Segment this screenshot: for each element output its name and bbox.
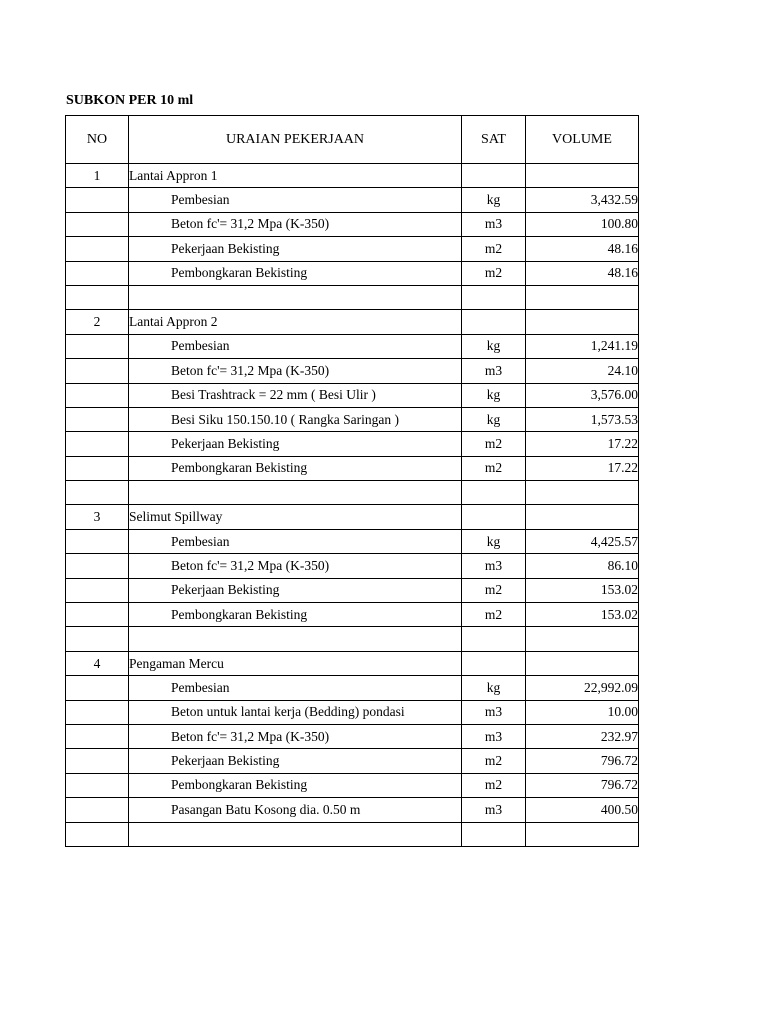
table-row — [66, 456, 639, 480]
cell-volume: 10.00 — [526, 700, 639, 724]
table-row — [66, 700, 639, 724]
table-row — [66, 603, 639, 627]
cell-sat: kg — [462, 407, 526, 431]
header-uraian: URAIAN PEKERJAAN — [129, 116, 462, 164]
cell-no — [66, 334, 129, 358]
cell-no — [66, 627, 129, 651]
cell-sat: kg — [462, 529, 526, 553]
cell-uraian — [129, 627, 462, 651]
cell-uraian: Beton fc'= 31,2 Mpa (K-350) — [129, 359, 462, 383]
cell-sat — [462, 285, 526, 309]
cell-volume — [526, 627, 639, 651]
cell-sat: kg — [462, 188, 526, 212]
cell-sat — [462, 822, 526, 846]
page-title: SUBKON PER 10 ml — [66, 93, 194, 108]
cell-sat: m3 — [462, 724, 526, 748]
cell-uraian: Pembesian — [129, 529, 462, 553]
cell-sat: m2 — [462, 261, 526, 285]
cell-no — [66, 285, 129, 309]
cell-no — [66, 481, 129, 505]
cell-sat: kg — [462, 334, 526, 358]
header-volume: VOLUME — [526, 116, 639, 164]
cell-uraian: Beton fc'= 31,2 Mpa (K-350) — [129, 554, 462, 578]
cell-uraian: Lantai Appron 2 — [129, 310, 462, 334]
cell-uraian: Pekerjaan Bekisting — [129, 578, 462, 602]
table-row — [66, 359, 639, 383]
cell-uraian: Besi Trashtrack = 22 mm ( Besi Ulir ) — [129, 383, 462, 407]
cell-volume: 48.16 — [526, 261, 639, 285]
cell-volume: 3,576.00 — [526, 383, 639, 407]
cell-sat — [462, 481, 526, 505]
table-row — [66, 529, 639, 553]
header-no: NO — [66, 116, 129, 164]
cell-volume: 796.72 — [526, 773, 639, 797]
table-row — [66, 310, 639, 334]
cell-no — [66, 700, 129, 724]
cell-no — [66, 554, 129, 578]
header-sat: SAT — [462, 116, 526, 164]
cell-volume: 17.22 — [526, 432, 639, 456]
cell-no — [66, 798, 129, 822]
table-row — [66, 285, 639, 309]
cell-volume: 4,425.57 — [526, 529, 639, 553]
cell-uraian — [129, 822, 462, 846]
cell-uraian: Beton fc'= 31,2 Mpa (K-350) — [129, 724, 462, 748]
cell-volume: 400.50 — [526, 798, 639, 822]
cell-no — [66, 676, 129, 700]
cell-uraian: Beton untuk lantai kerja (Bedding) pondasi — [129, 700, 462, 724]
cell-uraian: Lantai Appron 1 — [129, 164, 462, 188]
table-row — [66, 822, 639, 846]
table-row — [66, 627, 639, 651]
cell-uraian: Pembesian — [129, 334, 462, 358]
cell-sat: m3 — [462, 359, 526, 383]
cell-no — [66, 456, 129, 480]
cell-sat: m3 — [462, 212, 526, 236]
cell-no: 3 — [66, 505, 129, 529]
cell-volume — [526, 164, 639, 188]
cell-uraian: Besi Siku 150.150.10 ( Rangka Saringan ) — [129, 407, 462, 431]
table-row — [66, 749, 639, 773]
cell-sat: m2 — [462, 578, 526, 602]
cell-volume — [526, 822, 639, 846]
cell-uraian: Pekerjaan Bekisting — [129, 237, 462, 261]
table-row — [66, 261, 639, 285]
cell-sat: m3 — [462, 798, 526, 822]
cell-volume: 796.72 — [526, 749, 639, 773]
table-row — [66, 188, 639, 212]
cell-uraian — [129, 481, 462, 505]
cell-sat — [462, 651, 526, 675]
cell-uraian: Pengaman Mercu — [129, 651, 462, 675]
cell-no — [66, 724, 129, 748]
cell-no — [66, 773, 129, 797]
cell-uraian — [129, 285, 462, 309]
cell-no — [66, 432, 129, 456]
cell-uraian: Pembongkaran Bekisting — [129, 456, 462, 480]
cell-no — [66, 529, 129, 553]
cell-no — [66, 383, 129, 407]
table-row — [66, 334, 639, 358]
table-row — [66, 164, 639, 188]
cell-sat: m3 — [462, 700, 526, 724]
cell-sat: m2 — [462, 749, 526, 773]
cell-uraian: Pembongkaran Bekisting — [129, 603, 462, 627]
cell-volume — [526, 285, 639, 309]
table-row — [66, 773, 639, 797]
cell-no — [66, 359, 129, 383]
cell-sat: m2 — [462, 456, 526, 480]
cell-sat: m2 — [462, 773, 526, 797]
cell-no — [66, 407, 129, 431]
table-row — [66, 651, 639, 675]
cell-no: 1 — [66, 164, 129, 188]
cell-volume: 1,573.53 — [526, 407, 639, 431]
work-items-table — [65, 115, 639, 847]
cell-no — [66, 212, 129, 236]
cell-volume — [526, 481, 639, 505]
cell-sat — [462, 164, 526, 188]
cell-uraian: Pekerjaan Bekisting — [129, 749, 462, 773]
cell-volume — [526, 310, 639, 334]
cell-sat — [462, 505, 526, 529]
cell-no — [66, 603, 129, 627]
cell-volume — [526, 505, 639, 529]
table-row — [66, 578, 639, 602]
table-row — [66, 798, 639, 822]
cell-uraian: Beton fc'= 31,2 Mpa (K-350) — [129, 212, 462, 236]
table-row — [66, 505, 639, 529]
cell-uraian: Pekerjaan Bekisting — [129, 432, 462, 456]
cell-no — [66, 188, 129, 212]
table-header-row — [66, 116, 639, 164]
cell-no: 2 — [66, 310, 129, 334]
cell-volume: 1,241.19 — [526, 334, 639, 358]
cell-volume: 232.97 — [526, 724, 639, 748]
table-row — [66, 676, 639, 700]
cell-uraian: Selimut Spillway — [129, 505, 462, 529]
cell-volume: 17.22 — [526, 456, 639, 480]
table-row — [66, 481, 639, 505]
cell-sat — [462, 310, 526, 334]
cell-sat: m2 — [462, 603, 526, 627]
table-row — [66, 554, 639, 578]
table-body — [66, 164, 639, 847]
cell-uraian: Pembongkaran Bekisting — [129, 773, 462, 797]
cell-uraian: Pasangan Batu Kosong dia. 0.50 m — [129, 798, 462, 822]
cell-sat: m2 — [462, 432, 526, 456]
cell-no — [66, 749, 129, 773]
cell-uraian: Pembongkaran Bekisting — [129, 261, 462, 285]
table-row — [66, 212, 639, 236]
cell-no: 4 — [66, 651, 129, 675]
cell-volume: 100.80 — [526, 212, 639, 236]
cell-volume: 86.10 — [526, 554, 639, 578]
table-row — [66, 724, 639, 748]
cell-sat: m3 — [462, 554, 526, 578]
cell-no — [66, 237, 129, 261]
cell-no — [66, 822, 129, 846]
cell-uraian: Pembesian — [129, 188, 462, 212]
cell-volume — [526, 651, 639, 675]
cell-volume: 24.10 — [526, 359, 639, 383]
cell-sat: kg — [462, 676, 526, 700]
cell-no — [66, 261, 129, 285]
table-row — [66, 237, 639, 261]
cell-sat: kg — [462, 383, 526, 407]
cell-volume: 22,992.09 — [526, 676, 639, 700]
cell-uraian: Pembesian — [129, 676, 462, 700]
table-row — [66, 432, 639, 456]
cell-no — [66, 578, 129, 602]
cell-volume: 48.16 — [526, 237, 639, 261]
cell-sat: m2 — [462, 237, 526, 261]
table-row — [66, 407, 639, 431]
cell-sat — [462, 627, 526, 651]
table-row — [66, 383, 639, 407]
cell-volume: 153.02 — [526, 603, 639, 627]
cell-volume: 3,432.59 — [526, 188, 639, 212]
cell-volume: 153.02 — [526, 578, 639, 602]
